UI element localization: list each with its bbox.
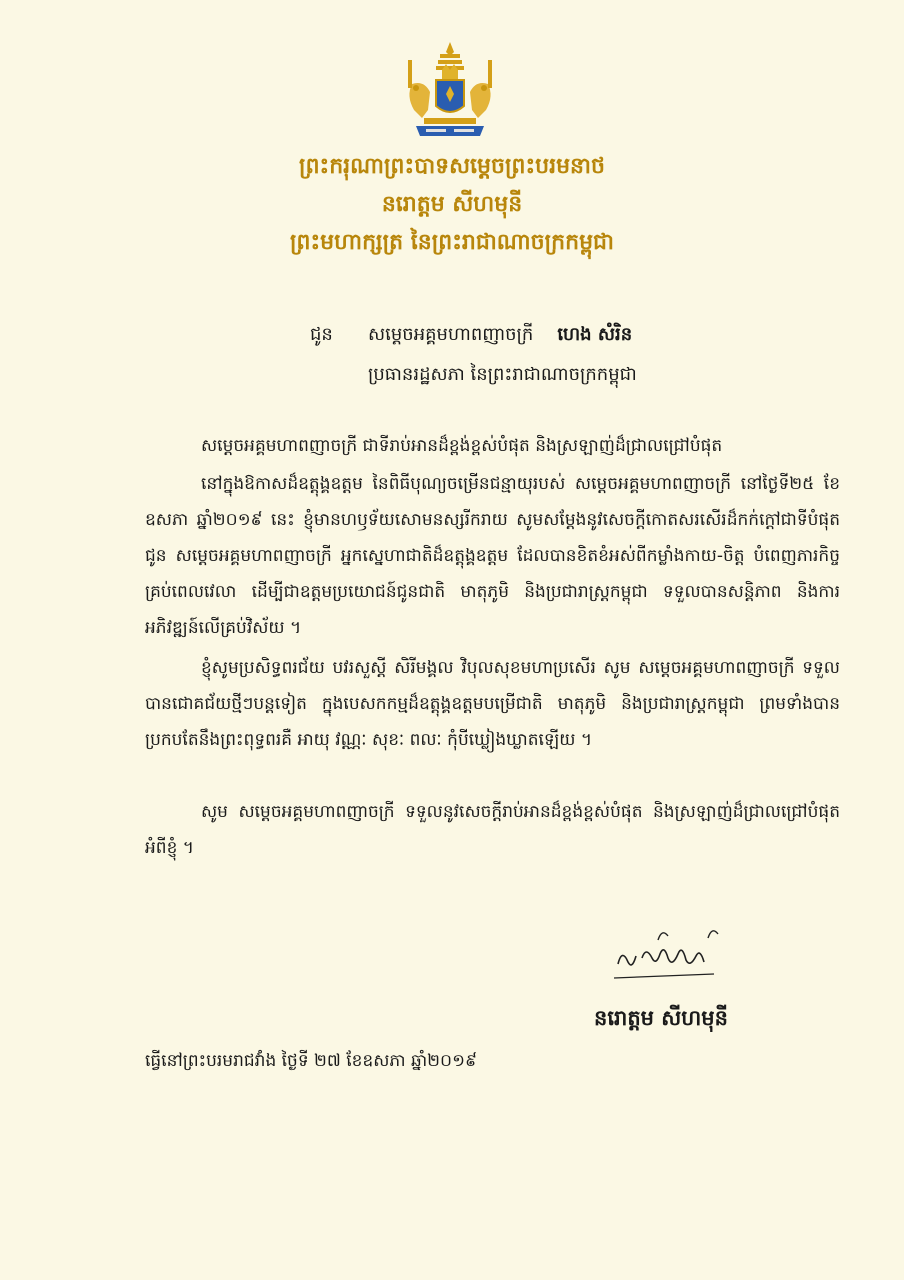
header-king-position: ព្រះមហាក្សត្រ នៃព្រះរាជាណាចក្រកម្ពុជា	[289, 230, 615, 255]
header-king-name: នរោត្ដម សីហមុនី	[381, 192, 523, 217]
handwritten-signature	[612, 918, 732, 984]
recipient-to-label: ជូន	[310, 324, 333, 345]
body-salutation: សម្ដេចអគ្គមហាពញាចក្រី ជាទីរាប់អានដ៏ខ្ពង់ខ្ពស់បំផុត និងស្រឡាញ់ដ៏ជ្រាលជ្រៅបំផុត	[201, 436, 723, 456]
signatory-name: នរោត្ដម សីហមុនី	[594, 1006, 728, 1030]
body-paragraph-1: នៅក្នុងឱកាសដ៏ឧត្ដុង្គឧត្ដម នៃពិធីបុណ្យចម្រើនជន្មាយុរបស់ សម្ដេចអគ្គមហាពញាចក្រី នៅថ្ងៃទី២៥ ខែឧសភា ឆ្នាំ២០១៩ នេះ ខ្ញុំមានហឫទ័យសោមនស្សរីករាយ សូមសម្ដែងនូវសេចក្ដីកោតសរសើរដ៏កក់ក្ដៅជាទីបំផុត ជូន សម្ដេចអគ្គមហាពញាចក្រី អ្នកស្នេហាជាតិដ៏ឧត្ដុង្គឧត្ដម ដែលបានខិតខំអស់ពីកម្លាំងកាយ-ចិត្ដ បំពេញភារកិច្ចគ្រប់ពេលវេលា ដើម្បីជាឧត្ដមប្រយោជន៍ជូនជាតិ មាតុភូមិ និងប្រជារាស្ដ្រកម្ពុជា ទទួលបានសន្ដិភាព និងការអភិវឌ្ឍន៍លើគ្រប់វិស័យ ។	[145, 474, 840, 638]
body-paragraph-2: ខ្ញុំសូមប្រសិទ្ធពរជ័យ បវរសួស្ដី សិរីមង្គល វិបុលសុខមហាប្រសើរ សូម សម្ដេចអគ្គមហាពញាចក្រី ទទួលបានជោគជ័យថ្មីៗបន្ដទៀត ក្នុងបេសកកម្មដ៏ឧត្ដុង្គឧត្ដមបម្រើជាតិ មាតុភូមិ និងប្រជារាស្ដ្រកម្ពុជា ព្រមទាំងបានប្រកបតែនឹងព្រះពុទ្ធពរគឺ អាយុ វណ្ណៈ សុខៈ ពលៈ កុំបីឃ្លៀងឃ្លាតឡើយ ។	[145, 658, 840, 750]
recipient-name: ហេង សំរិន	[557, 324, 633, 345]
body-closing: សូម សម្ដេចអគ្គមហាពញាចក្រី ទទួលនូវសេចក្ដីរាប់អានដ៏ខ្ពង់ខ្ពស់បំផុត និងស្រឡាញ់ដ៏ជ្រាលជ្រៅបំផុត អំពីខ្ញុំ ។	[145, 802, 840, 858]
recipient-line	[368, 320, 632, 350]
date-place-line: ធ្វើនៅព្រះបរមរាជវាំង ថ្ងៃទី ២៧ ខែឧសភា ឆ្នាំ២០១៩	[145, 1051, 477, 1071]
royal-coat-of-arms-icon	[402, 40, 498, 142]
header-royal-title: ព្រះករុណាព្រះបាទសម្ដេចព្រះបរមនាថ	[299, 154, 605, 179]
recipient-honorific: សម្ដេចអគ្គមហាពញាចក្រី	[368, 324, 534, 345]
recipient-title: ប្រធានរដ្ឋសភា នៃព្រះរាជាណាចក្រកម្ពុជា	[368, 364, 637, 385]
